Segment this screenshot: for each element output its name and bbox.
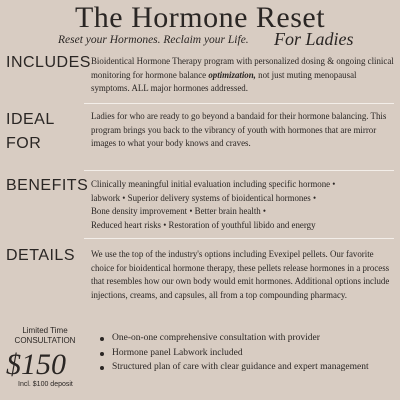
section-heading-includes: INCLUDES <box>6 54 91 71</box>
benefits-line: labwork • Superior delivery systems of bioidentical hormones • <box>91 192 317 203</box>
subtitle: Reset your Hormones. Reclaim your Life. <box>58 34 249 46</box>
includes-text-2: not just muting menopausal symptoms. ALL major hormones addressed. <box>91 69 357 93</box>
price: $150 <box>6 348 66 381</box>
section-body-includes <box>91 55 395 96</box>
includes-text-1: Bioidentical Hormone Therapy program with personalized dosing & ongoing clinical monitoring for hormone balance <box>91 56 394 80</box>
offer-list <box>98 332 396 376</box>
list-item: Structured plan of care with clear guidance and expert management <box>98 361 396 375</box>
section-heading-details: DETAILS <box>6 247 75 264</box>
section-body-ideal-for: Ladies for who are ready to go beyond a bandaid for their hormone balancing. This program brings you back to the vibrancy of youth with hormones that are mirror images to what your body knows and craves. <box>91 111 387 148</box>
deposit-note: Incl. $100 deposit <box>18 381 73 388</box>
offer-label-line1: Limited Time <box>22 326 68 335</box>
page-title: The Hormone Reset <box>74 1 326 34</box>
benefits-line: Reduced heart risks • Restoration of youthful libido and energy <box>91 219 316 230</box>
offer-label-line2: CONSULTATION <box>14 336 76 345</box>
section-body-benefits <box>91 178 395 232</box>
divider <box>84 238 394 239</box>
benefits-line: Bone density improvement • Better brain health • <box>91 206 267 216</box>
divider <box>84 103 394 104</box>
ideal-for-heading-line1: IDEAL <box>6 111 55 128</box>
section-heading-ideal-for <box>6 108 55 156</box>
list-item: One-on-one comprehensive consultation with provider <box>98 332 396 346</box>
benefits-line: Clinically meaningful initial evaluation including specific hormone • <box>91 179 336 189</box>
section-heading-benefits: BENEFITS <box>6 177 89 194</box>
ideal-for-heading-line2: FOR <box>6 135 42 152</box>
includes-emphasis: optimization, <box>208 69 256 80</box>
list-item: Hormone panel Labwork included <box>98 347 396 361</box>
tagline: For Ladies <box>274 29 354 49</box>
divider <box>84 170 394 171</box>
section-body-details: We use the top of the industry's options including Evexipel pellets. Our favorite choice for bioidentical hormone therapy, these pellets release hormones in a process that resembles how our own body would emit hormones. Additional options include injections, creams, and capsules, all from a top compounding pharmacy. <box>91 249 390 300</box>
